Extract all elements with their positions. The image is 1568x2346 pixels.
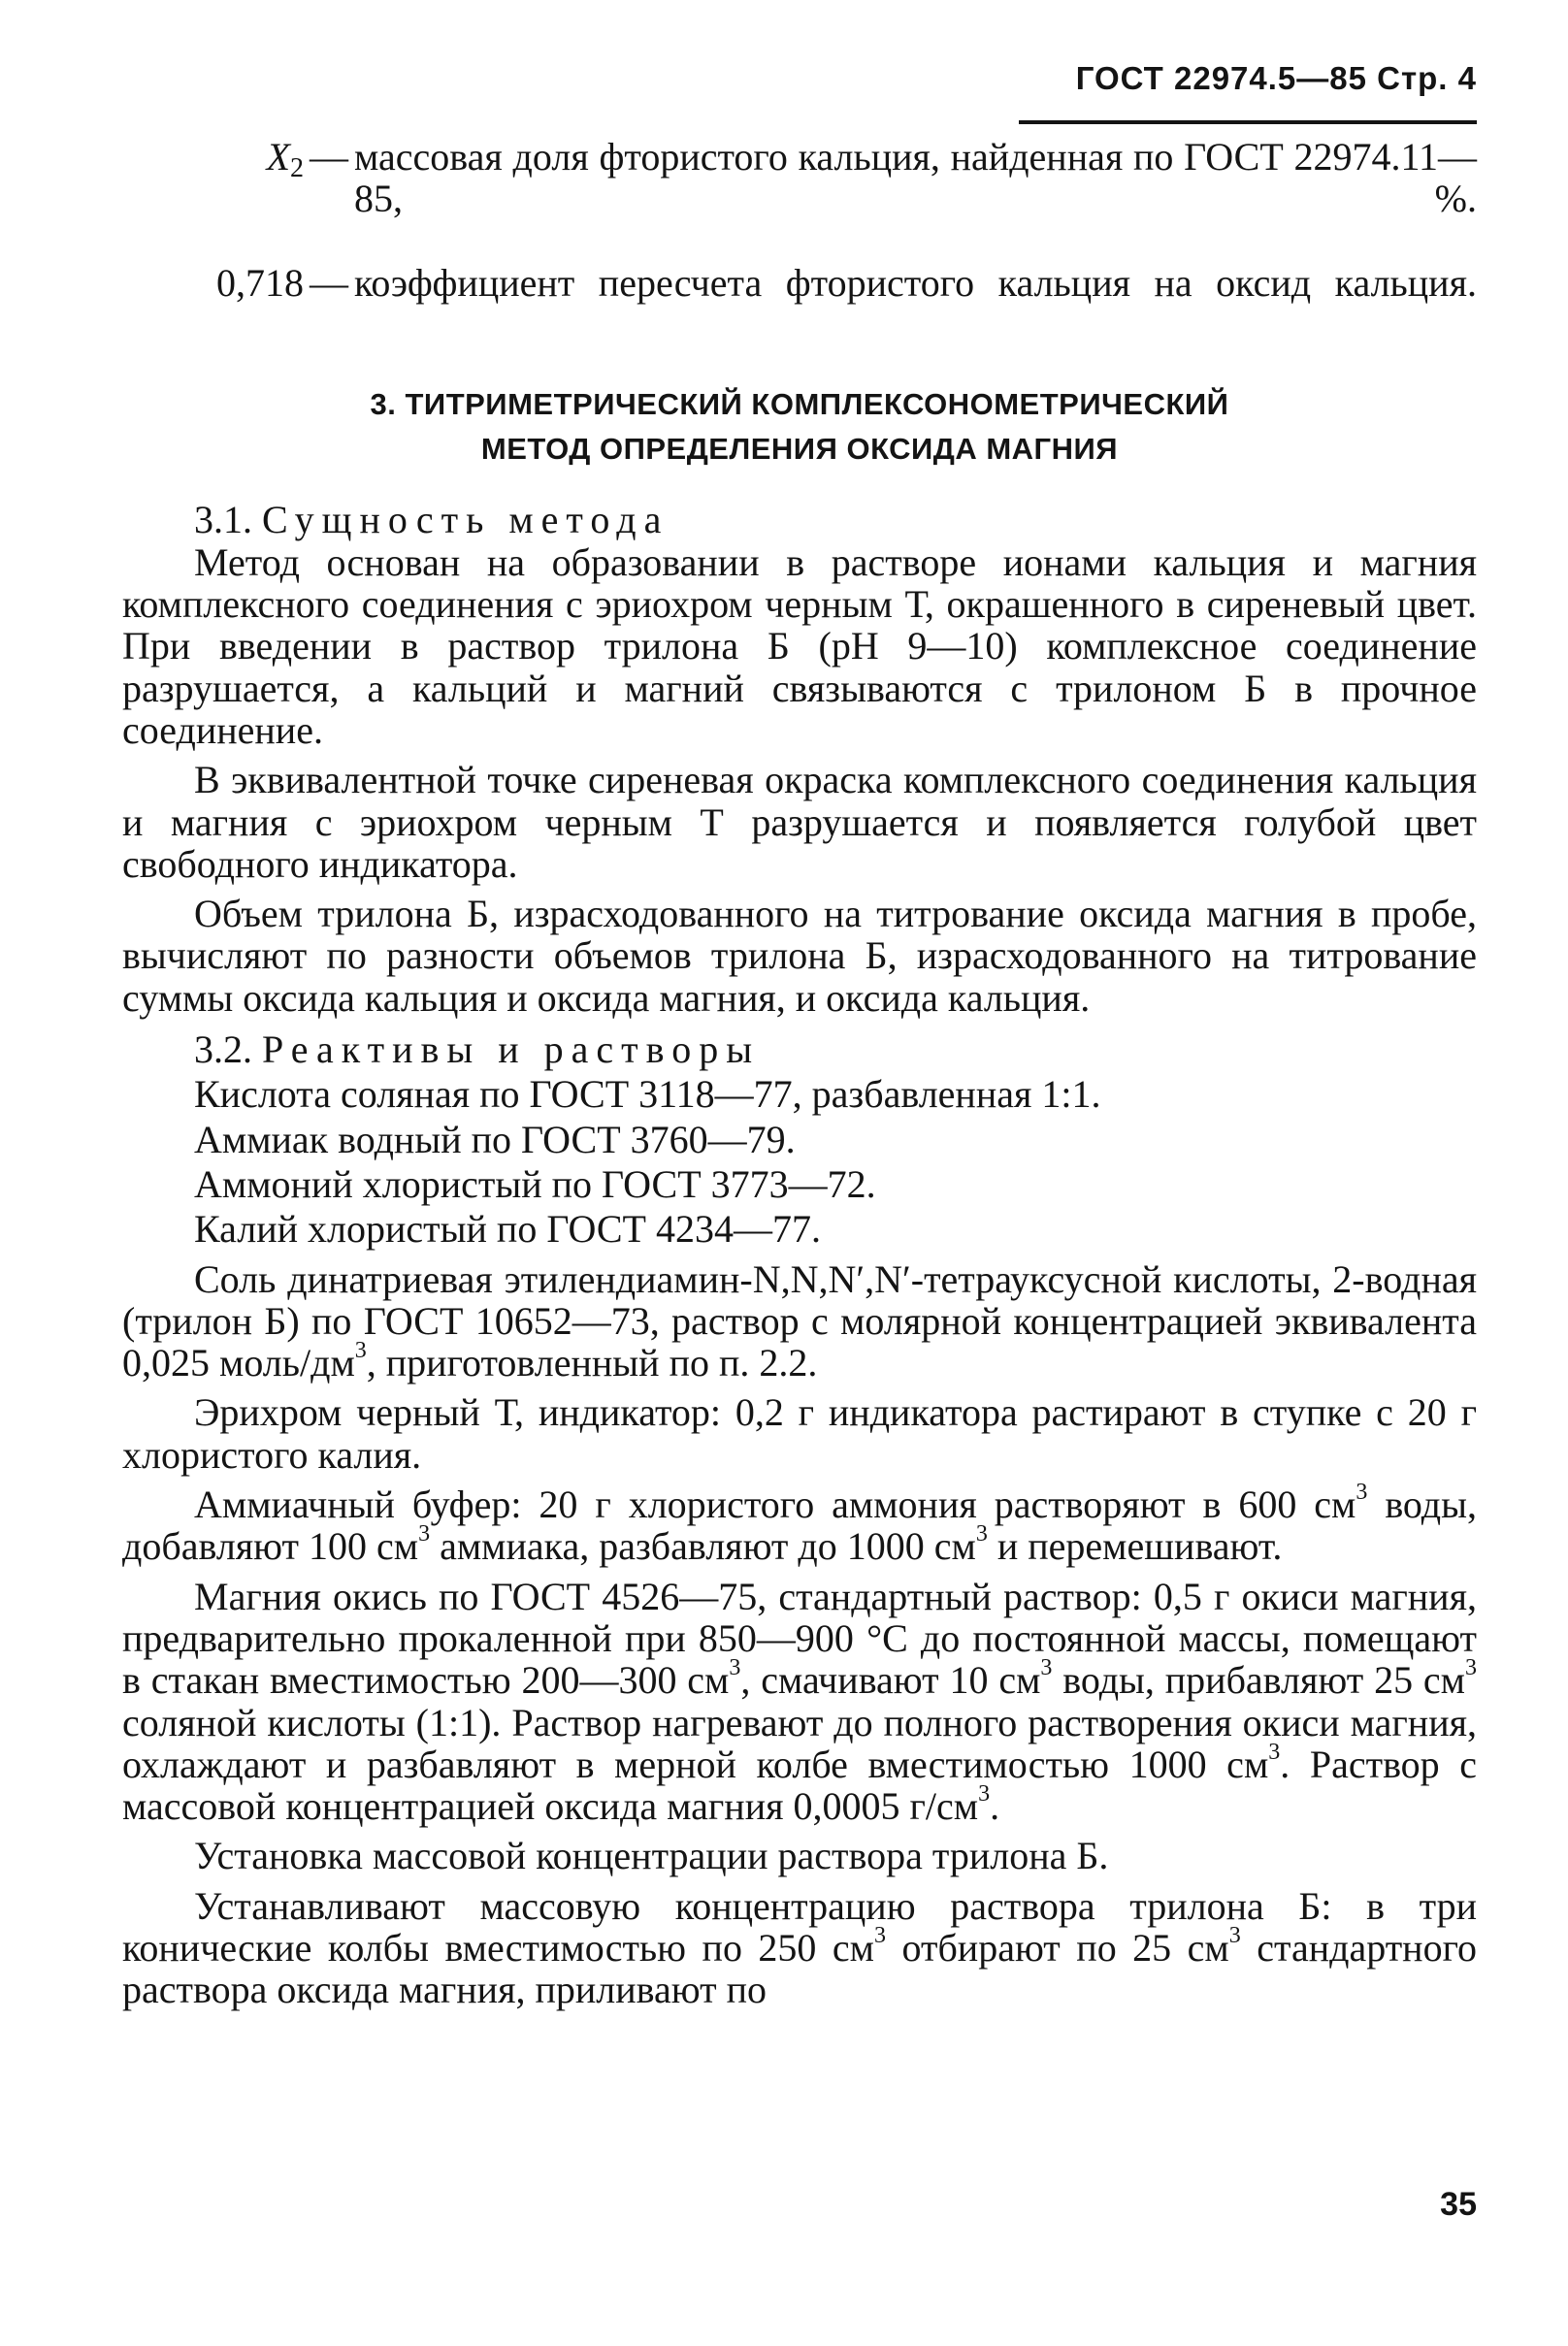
definition-symbol: $X_2$ <box>266 135 304 183</box>
definition-x2: $X_2$ — массовая доля фтористого кальция, найденная по ГОСТ 22974.11—85, %. <box>122 136 1477 262</box>
page-number: 35 <box>1440 2186 1477 2223</box>
section-title: 3. ТИТРИМЕТРИЧЕСКИЙ КОМПЛЕКСОНОМЕТРИЧЕСКИЙ МЕТОД ОПРЕДЕЛЕНИЯ ОКСИДА МАГНИЯ <box>370 387 1229 467</box>
definition-text: массовая доля фтористого кальция, найденная по ГОСТ 22974.11—85, %. <box>354 135 1477 221</box>
paragraph-setup-procedure: Устанавливают массовую концентрацию раствора трилона Б: в три конические колбы вместимостью по 250 $см^3$ отбирают по 25 $см^3$ стандартного раствора оксида магния, приливают по <box>122 1883 1477 2012</box>
subsection-heading-3-1: 3.1. Сущность метода <box>194 498 670 542</box>
paragraph: Объем трилона Б, израсходованного на титрование оксида магния в пробе, вычисляют по разности объемов трилона Б, израсходованного на титрование суммы оксида кальция и оксида магния, и оксида кальция. <box>122 892 1477 1020</box>
reagent-item: Аммиак водный по ГОСТ 3760—79. <box>194 1117 796 1161</box>
paragraph-magnesium: Магния окись по ГОСТ 4526—75, стандартный раствор: 0,5 г окиси магния, предварительно прокаленной при 850—900 °С до постоянной массы, помещают в стакан вместимостью 200—300 $см^3$, смачивают 10 $см^3$ воды, прибавляют 25 $см^3$ соляной кислоты (1:1). Раствор нагревают до полного растворения окиси магния, охлаждают и разбавляют в мерной колбе вместимостью 1000 $см^3$. Раствор с массовой концентрацией оксида магния 0,0005 $г/см^3$. <box>122 1574 1477 1829</box>
paragraph: Метод основан на образовании в растворе ионами кальция и магния комплексного соединения с эриохром черным Т, окрашенного в сиреневый цвет. При введении в раствор трилона Б (рН 9—10) комплексное соединение разрушается, а кальций и магний связываются с трилоном Б в прочное соединение. <box>122 539 1477 752</box>
paragraph-eriochrome: Эрихром черный Т, индикатор: 0,2 г индикатора растирают в ступке с 20 г хлористого калия. <box>122 1390 1477 1477</box>
reagent-item: Аммоний хлористый по ГОСТ 3773—72. <box>194 1161 876 1206</box>
definition-text: коэффициент пересчета фтористого кальция на оксид кальция. <box>354 260 1477 305</box>
header-rule <box>1019 120 1477 124</box>
page-content <box>122 136 1477 2011</box>
paragraph-setup: Установка массовой концентрации раствора трилона Б. <box>194 1834 1109 1878</box>
definition-coefficient: 0,718 — коэффициент пересчета фтористого кальция на оксид кальция. <box>122 262 1477 346</box>
paragraph-buffer: Аммиачный буфер: 20 г хлористого аммония растворяют в 600 $см^3$ воды, добавляют 100 $см^3$ аммиака, разбавляют до 1000 $см^3$ и перемешивают. <box>122 1479 1478 1569</box>
paragraph: В эквивалентной точке сиреневая окраска комплексного соединения кальция и магния с эриохром черным Т разрушается и появляется голубой цвет свободного индикатора. <box>122 758 1477 886</box>
paragraph-trilon: Соль динатриевая этилендиамин-N,N,N′,N′-тетрауксусной кислоты, 2-водная (трилон Б) по ГОСТ 10652—73, раствор с молярной концентрацией эквивалента 0,025 моль/$дм^3$, приготовленный по п. 2.2. <box>122 1256 1477 1385</box>
subsection-heading-3-2: 3.2. Реактивы и растворы <box>194 1027 761 1072</box>
page-header: ГОСТ 22974.5—85 Стр. 4 <box>1075 60 1477 96</box>
definition-symbol: 0,718 <box>216 260 304 305</box>
reagent-item: Калий хлористый по ГОСТ 4234—77. <box>194 1207 821 1252</box>
reagent-item: Кислота соляная по ГОСТ 3118—77, разбавленная 1:1. <box>194 1072 1101 1117</box>
